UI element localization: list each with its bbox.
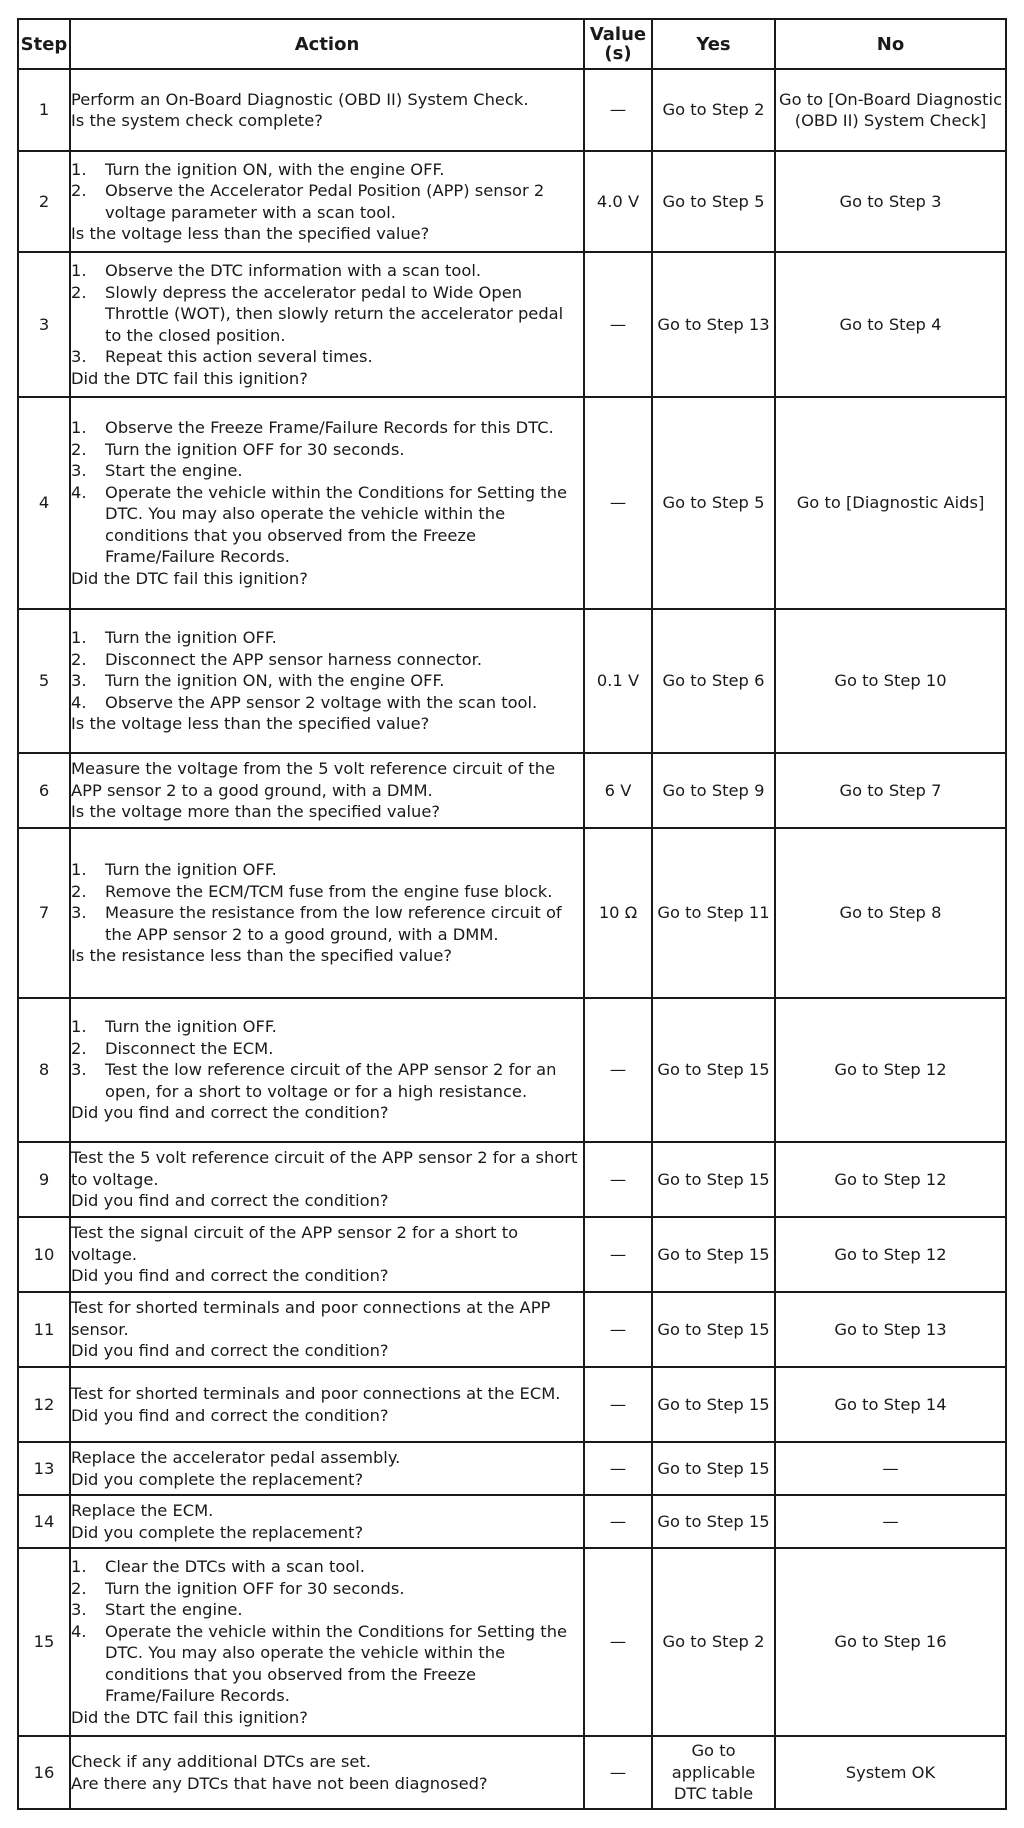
no-cell: System OK: [775, 1736, 1006, 1809]
table-row: [18, 1217, 1006, 1292]
table-row: [18, 252, 1006, 397]
action-step-number: 4.: [71, 692, 87, 712]
action-steps-list: [71, 1556, 583, 1707]
action-cell: [70, 1736, 584, 1809]
value-cell: —: [584, 252, 652, 397]
step-cell: 2: [18, 151, 70, 252]
action-step-item: [71, 1059, 583, 1102]
yes-cell: Go to Step 9: [652, 753, 775, 828]
step-cell: 16: [18, 1736, 70, 1809]
action-step-text: Turn the ignition OFF for 30 seconds.: [105, 1578, 405, 1598]
action-step-number: 4.: [71, 482, 87, 502]
action-step-text: Disconnect the ECM.: [105, 1038, 274, 1058]
action-step-item: [71, 282, 583, 347]
no-cell: Go to Step 3: [775, 151, 1006, 252]
action-question: Did you find and correct the condition?: [71, 1191, 389, 1211]
action-step-text: Observe the Accelerator Pedal Position (APP) sensor 2 voltage parameter with a scan tool.: [105, 181, 545, 222]
action-step-item: [71, 346, 583, 368]
action-step-number: 1.: [71, 261, 87, 280]
value-cell: —: [584, 1142, 652, 1217]
action-step-number: 2.: [71, 181, 87, 200]
header-row: [18, 19, 1006, 69]
no-cell: Go to Step 4: [775, 252, 1006, 397]
action-cell: [70, 609, 584, 753]
action-cell: [70, 1142, 584, 1217]
action-text: Perform an On-Board Diagnostic (OBD II) System Check.: [71, 89, 529, 109]
value-cell: —: [584, 69, 652, 151]
no-cell: Go to Step 13: [775, 1292, 1006, 1367]
action-step-text: Start the engine.: [105, 1600, 243, 1619]
yes-cell: Go to Step 2: [652, 69, 775, 151]
step-cell: 10: [18, 1217, 70, 1292]
action-steps-list: [71, 417, 583, 568]
action-cell: [70, 998, 584, 1142]
value-cell: 0.1 V: [584, 609, 652, 753]
no-cell: —: [775, 1442, 1006, 1495]
value-cell: —: [584, 1548, 652, 1736]
step-cell: 9: [18, 1142, 70, 1217]
action-cell: [70, 69, 584, 151]
action-text: Test for shorted terminals and poor connections at the APP sensor.: [71, 1298, 551, 1339]
no-cell: Go to Step 12: [775, 998, 1006, 1142]
action-step-item: [71, 670, 583, 692]
action-text: Replace the ECM.: [71, 1501, 214, 1520]
action-text: Test the signal circuit of the APP sensor 2 for a short to voltage.: [71, 1223, 519, 1264]
yes-cell: Go to Step 15: [652, 1142, 775, 1217]
action-step-item: [71, 1599, 583, 1621]
yes-cell: Go to Step 5: [652, 151, 775, 252]
action-question: Are there any DTCs that have not been diagnosed?: [71, 1773, 488, 1793]
table-row: [18, 828, 1006, 998]
action-question: Did the DTC fail this ignition?: [71, 1707, 308, 1727]
action-step-item: [71, 159, 583, 181]
action-step-text: Test the low reference circuit of the APP sensor 2 for an open, for a short to voltage or for a high resistance.: [105, 1060, 557, 1101]
action-step-text: Observe the DTC information with a scan tool.: [105, 261, 482, 280]
action-step-text: Turn the ignition ON, with the engine OFF.: [105, 671, 445, 691]
table-row: [18, 753, 1006, 828]
step-cell: 7: [18, 828, 70, 998]
yes-cell: Go to Step 13: [652, 252, 775, 397]
action-step-number: 1.: [71, 418, 87, 437]
action-cell: [70, 1217, 584, 1292]
no-cell: Go to Step 14: [775, 1367, 1006, 1442]
action-question: Did you find and correct the condition?: [71, 1405, 389, 1425]
action-step-text: Measure the resistance from the low reference circuit of the APP sensor 2 to a good ground, with a DMM.: [105, 903, 562, 944]
action-step-number: 3.: [71, 671, 87, 691]
no-cell: Go to Step 8: [775, 828, 1006, 998]
header-value: Value (s): [584, 19, 652, 69]
action-cell: [70, 828, 584, 998]
table-row: [18, 1142, 1006, 1217]
action-steps-list: [71, 1016, 583, 1102]
action-step-text: Turn the ignition OFF.: [105, 860, 277, 880]
yes-cell: Go to Step 5: [652, 397, 775, 609]
header-yes: Yes: [652, 19, 775, 69]
no-cell: Go to [Diagnostic Aids]: [775, 397, 1006, 609]
action-steps-list: [71, 627, 583, 713]
action-cell: [70, 1292, 584, 1367]
action-step-number: 1.: [71, 1017, 87, 1037]
no-cell: Go to Step 16: [775, 1548, 1006, 1736]
action-step-number: 3.: [71, 903, 87, 923]
no-cell: Go to Step 10: [775, 609, 1006, 753]
action-step-item: [71, 1621, 583, 1707]
value-cell: 4.0 V: [584, 151, 652, 252]
action-step-number: 1.: [71, 159, 87, 179]
table-row: [18, 397, 1006, 609]
action-cell: [70, 397, 584, 609]
action-step-item: [71, 1038, 583, 1060]
table-row: [18, 998, 1006, 1142]
yes-cell: Go to Step 15: [652, 1442, 775, 1495]
action-step-item: [71, 460, 583, 482]
table-row: [18, 151, 1006, 252]
yes-cell: Go to Step 6: [652, 609, 775, 753]
action-step-number: 4.: [71, 1621, 87, 1641]
action-question: Did you complete the replacement?: [71, 1469, 364, 1489]
no-cell: Go to Step 12: [775, 1142, 1006, 1217]
value-cell: —: [584, 1736, 652, 1809]
action-step-item: [71, 180, 583, 223]
table-row: [18, 1495, 1006, 1548]
yes-cell: Go to applicable DTC table: [652, 1736, 775, 1809]
action-text: Test for shorted terminals and poor connections at the ECM.: [71, 1384, 561, 1403]
yes-cell: Go to Step 15: [652, 1217, 775, 1292]
action-step-item: [71, 692, 583, 714]
value-cell: —: [584, 1217, 652, 1292]
no-cell: —: [775, 1495, 1006, 1548]
action-step-number: 3.: [71, 461, 87, 480]
action-step-item: [71, 1016, 583, 1038]
action-cell: [70, 1367, 584, 1442]
step-cell: 12: [18, 1367, 70, 1442]
action-step-text: Turn the ignition ON, with the engine OFF.: [105, 159, 445, 179]
action-step-text: Observe the Freeze Frame/Failure Records for this DTC.: [105, 418, 554, 437]
action-step-text: Start the engine.: [105, 461, 243, 480]
action-step-number: 1.: [71, 1557, 87, 1576]
table-row: [18, 1736, 1006, 1809]
action-cell: [70, 753, 584, 828]
value-cell: 6 V: [584, 753, 652, 828]
action-step-text: Turn the ignition OFF for 30 seconds.: [105, 439, 405, 459]
step-cell: 13: [18, 1442, 70, 1495]
action-step-number: 3.: [71, 1600, 87, 1619]
action-text: Measure the voltage from the 5 volt reference circuit of the APP sensor 2 to a good ground, with a DMM.: [71, 759, 556, 800]
action-step-text: Repeat this action several times.: [105, 347, 373, 366]
table-row: [18, 1442, 1006, 1495]
action-step-item: [71, 649, 583, 671]
action-question: Is the resistance less than the specified value?: [71, 946, 452, 966]
value-cell: 10 Ω: [584, 828, 652, 998]
value-cell: —: [584, 1495, 652, 1548]
action-question: Did you find and correct the condition?: [71, 1266, 389, 1286]
no-cell: Go to Step 7: [775, 753, 1006, 828]
action-step-item: [71, 881, 583, 903]
yes-cell: Go to Step 15: [652, 1495, 775, 1548]
action-step-number: 2.: [71, 881, 87, 901]
step-cell: 11: [18, 1292, 70, 1367]
action-step-item: [71, 1578, 583, 1600]
yes-cell: Go to Step 2: [652, 1548, 775, 1736]
action-steps-list: [71, 260, 583, 368]
value-cell: —: [584, 1292, 652, 1367]
action-question: Did the DTC fail this ignition?: [71, 368, 308, 388]
action-step-number: 2.: [71, 282, 87, 302]
action-step-item: [71, 902, 583, 945]
table-row: [18, 609, 1006, 753]
yes-cell: Go to Step 15: [652, 1292, 775, 1367]
action-step-item: [71, 260, 583, 282]
step-cell: 6: [18, 753, 70, 828]
step-cell: 3: [18, 252, 70, 397]
action-step-text: Operate the vehicle within the Conditions for Setting the DTC. You may also operate the vehicle within the conditions that you observed from the Freeze Frame/Failure Records.: [105, 482, 568, 566]
action-cell: [70, 151, 584, 252]
action-step-text: Turn the ignition OFF.: [105, 1017, 277, 1037]
action-step-text: Slowly depress the accelerator pedal to Wide Open Throttle (WOT), then slowly return the accelerator pedal to the closed position.: [105, 282, 564, 345]
action-text: Test the 5 volt reference circuit of the APP sensor 2 for a short to voltage.: [71, 1148, 578, 1189]
action-cell: [70, 1548, 584, 1736]
value-cell: —: [584, 397, 652, 609]
action-cell: [70, 1442, 584, 1495]
action-question: Did the DTC fail this ignition?: [71, 568, 308, 588]
action-question: Did you find and correct the condition?: [71, 1341, 389, 1361]
yes-cell: Go to Step 15: [652, 1367, 775, 1442]
step-cell: 1: [18, 69, 70, 151]
action-steps-list: [71, 859, 583, 945]
header-action: Action: [70, 19, 584, 69]
action-step-text: Operate the vehicle within the Conditions for Setting the DTC. You may also operate the vehicle within the conditions that you observed from the Freeze Frame/Failure Records.: [105, 1621, 568, 1705]
action-cell: [70, 1495, 584, 1548]
diagnostic-table: [17, 18, 1007, 1810]
action-step-number: 3.: [71, 1060, 87, 1080]
action-question: Did you complete the replacement?: [71, 1522, 364, 1542]
action-step-item: [71, 859, 583, 881]
action-question: Did you find and correct the condition?: [71, 1103, 389, 1123]
action-text: Replace the accelerator pedal assembly.: [71, 1448, 401, 1467]
value-cell: —: [584, 998, 652, 1142]
action-step-item: [71, 417, 583, 439]
step-cell: 14: [18, 1495, 70, 1548]
no-cell: Go to Step 12: [775, 1217, 1006, 1292]
action-question: Is the voltage less than the specified value?: [71, 224, 430, 243]
action-question: Is the voltage more than the specified value?: [71, 802, 440, 822]
table-row: [18, 1367, 1006, 1442]
yes-cell: Go to Step 15: [652, 998, 775, 1142]
action-step-text: Clear the DTCs with a scan tool.: [105, 1557, 365, 1576]
action-step-text: Observe the APP sensor 2 voltage with the scan tool.: [105, 692, 538, 712]
action-step-number: 3.: [71, 347, 87, 366]
action-step-number: 2.: [71, 1038, 87, 1058]
header-no: No: [775, 19, 1006, 69]
step-cell: 4: [18, 397, 70, 609]
table-row: [18, 1292, 1006, 1367]
header-step: Step: [18, 19, 70, 69]
action-step-item: [71, 627, 583, 649]
step-cell: 5: [18, 609, 70, 753]
action-cell: [70, 252, 584, 397]
no-cell: Go to [On-Board Diagnostic (OBD II) System Check]: [775, 69, 1006, 151]
value-cell: —: [584, 1367, 652, 1442]
action-step-text: Disconnect the APP sensor harness connector.: [105, 649, 483, 669]
value-cell: —: [584, 1442, 652, 1495]
step-cell: 8: [18, 998, 70, 1142]
action-steps-list: [71, 159, 583, 224]
action-step-number: 2.: [71, 649, 87, 669]
action-text: Check if any additional DTCs are set.: [71, 1752, 371, 1771]
action-step-number: 2.: [71, 1578, 87, 1598]
action-question: Is the voltage less than the specified value?: [71, 714, 430, 734]
action-step-number: 1.: [71, 860, 87, 880]
step-cell: 15: [18, 1548, 70, 1736]
action-step-text: Turn the ignition OFF.: [105, 628, 277, 648]
action-step-number: 1.: [71, 628, 87, 648]
table-row: [18, 1548, 1006, 1736]
action-step-item: [71, 1556, 583, 1578]
table-body: [18, 69, 1006, 1809]
action-step-number: 2.: [71, 439, 87, 459]
yes-cell: Go to Step 11: [652, 828, 775, 998]
table-row: [18, 69, 1006, 151]
action-step-item: [71, 482, 583, 568]
action-step-text: Remove the ECM/TCM fuse from the engine fuse block.: [105, 881, 553, 901]
action-question: Is the system check complete?: [71, 111, 323, 130]
action-step-item: [71, 439, 583, 461]
